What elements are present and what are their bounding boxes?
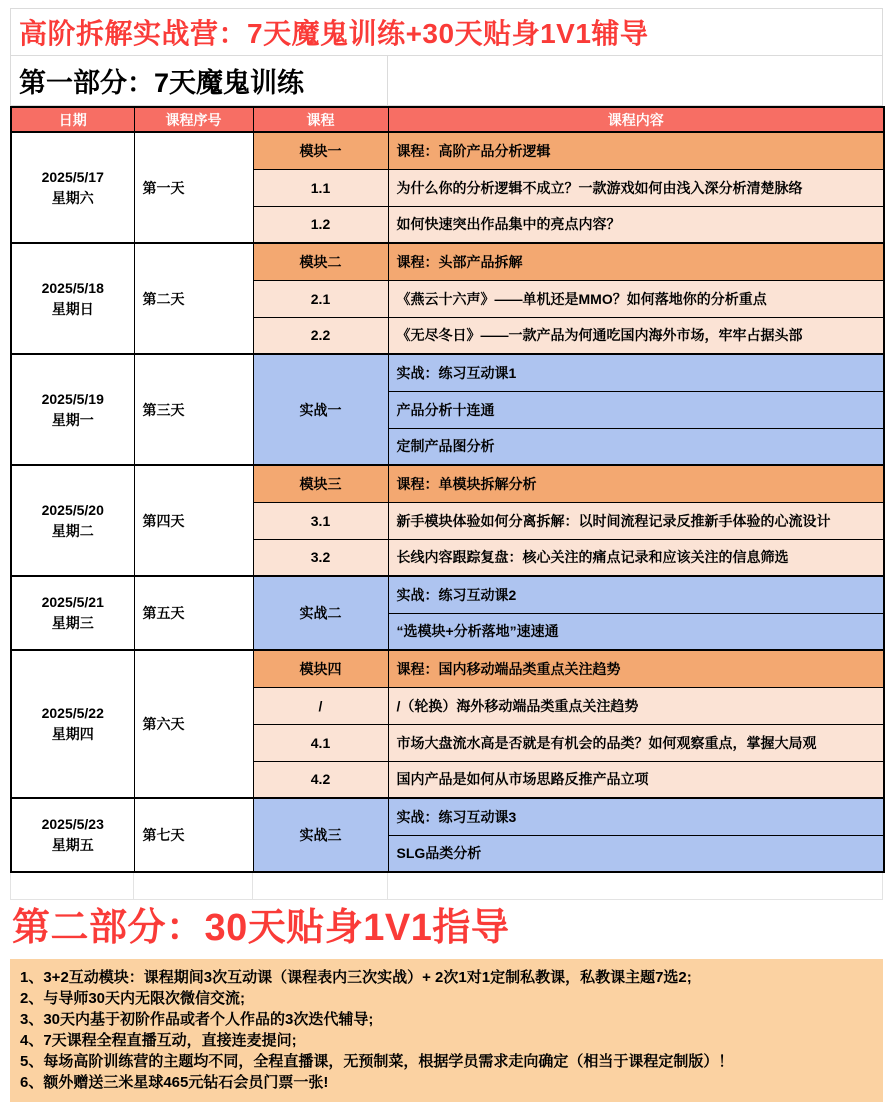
content-cell: 产品分析十连通 <box>388 391 884 428</box>
course-cell: 实战二 <box>253 576 388 650</box>
page-title: 高阶拆解实战营：7天魔鬼训练+30天贴身1V1辅导 <box>19 18 649 49</box>
note-line: 6、额外赠送三米星球465元钻石会员门票一张! <box>20 1073 329 1091</box>
column-header: 课程内容 <box>388 107 884 132</box>
empty-grid-cell <box>253 873 388 899</box>
day-label-cell: 第三天 <box>134 354 253 465</box>
column-header: 课程 <box>253 107 388 132</box>
course-cell: 4.1 <box>253 724 388 761</box>
table-row <box>11 354 884 391</box>
content-cell: 实战：练习互动课1 <box>388 354 884 391</box>
table-row <box>11 798 884 835</box>
course-cell: 1.1 <box>253 169 388 206</box>
content-cell: 定制产品图分析 <box>388 428 884 465</box>
content-cell: 《燕云十六声》——单机还是MMO？如何落地你的分析重点 <box>388 280 884 317</box>
table-row <box>11 465 884 502</box>
course-cell: 模块二 <box>253 243 388 280</box>
content-cell: 课程：单模块拆解分析 <box>388 465 884 502</box>
table-header <box>11 107 884 132</box>
day-label-cell: 第六天 <box>134 650 253 798</box>
content-cell: 《无尽冬日》——一款产品为何通吃国内海外市场，牢牢占据头部 <box>388 317 884 354</box>
course-cell: 2.2 <box>253 317 388 354</box>
course-cell: 模块一 <box>253 132 388 169</box>
table-row <box>11 576 884 613</box>
day-label-cell: 第五天 <box>134 576 253 650</box>
date-cell: 2025/5/23 星期五 <box>11 798 134 872</box>
note-line: 1、3+2互动模块：课程期间3次互动课（课程表内三次实战）+ 2次1对1定制私教课，私教课主题7选2; <box>20 968 692 986</box>
sheet <box>10 8 883 1102</box>
content-cell: 课程：国内移动端品类重点关注趋势 <box>388 650 884 687</box>
content-cell: 为什么你的分析逻辑不成立？一款游戏如何由浅入深分析清楚脉络 <box>388 169 884 206</box>
table-row <box>11 650 884 687</box>
empty-grid-cell <box>134 873 253 899</box>
date-cell: 2025/5/21 星期三 <box>11 576 134 650</box>
table-row <box>11 243 884 280</box>
content-cell: “选模块+分析落地”速速通 <box>388 613 884 650</box>
content-cell: 市场大盘流水高是否就是有机会的品类？如何观察重点，掌握大局观 <box>388 724 884 761</box>
day-label-cell: 第四天 <box>134 465 253 576</box>
date-cell: 2025/5/20 星期二 <box>11 465 134 576</box>
content-cell: 实战：练习互动课3 <box>388 798 884 835</box>
course-cell: / <box>253 687 388 724</box>
page-title-box <box>10 8 883 56</box>
table-header-row <box>11 107 884 132</box>
date-cell: 2025/5/19 星期一 <box>11 354 134 465</box>
content-cell: SLG品类分析 <box>388 835 884 872</box>
content-cell: /（轮换）海外移动端品类重点关注趋势 <box>388 687 884 724</box>
day-label-cell: 第一天 <box>134 132 253 243</box>
content-cell: 课程：高阶产品分析逻辑 <box>388 132 884 169</box>
course-cell: 3.1 <box>253 502 388 539</box>
date-cell: 2025/5/22 星期四 <box>11 650 134 798</box>
empty-grid-cell <box>388 873 883 899</box>
note-line: 5、每场高阶训练营的主题均不同，全程直播课，无预制菜，根据学员需求走向确定（相当于课程定制版）！ <box>20 1052 734 1070</box>
course-schedule-table <box>10 106 885 873</box>
course-cell: 实战一 <box>253 354 388 465</box>
course-cell: 模块三 <box>253 465 388 502</box>
section1-row <box>10 56 883 106</box>
course-cell: 实战三 <box>253 798 388 872</box>
course-cell: 4.2 <box>253 761 388 798</box>
column-header: 日期 <box>11 107 134 132</box>
section1-title: 第一部分：7天魔鬼训练 <box>11 56 388 105</box>
note-line: 3、30天内基于初阶作品或者个人作品的3次迭代辅导; <box>20 1010 374 1028</box>
content-cell: 课程：头部产品拆解 <box>388 243 884 280</box>
section2-title: 第二部分：30天贴身1V1指导 <box>12 907 510 949</box>
course-cell: 3.2 <box>253 539 388 576</box>
content-cell: 实战：练习互动课2 <box>388 576 884 613</box>
date-cell: 2025/5/18 星期日 <box>11 243 134 354</box>
course-cell: 1.2 <box>253 206 388 243</box>
column-header: 课程序号 <box>134 107 253 132</box>
section1-empty-cell <box>388 56 882 105</box>
day-label-cell: 第七天 <box>134 798 253 872</box>
course-cell: 模块四 <box>253 650 388 687</box>
content-cell: 新手模块体验如何分离拆解：以时间流程记录反推新手体验的心流设计 <box>388 502 884 539</box>
date-cell: 2025/5/17 星期六 <box>11 132 134 243</box>
course-cell: 2.1 <box>253 280 388 317</box>
notes-box <box>10 959 883 1102</box>
table-row <box>11 132 884 169</box>
table-body <box>11 132 884 872</box>
note-line: 4、7天课程全程直播互动，直接连麦提问; <box>20 1031 297 1049</box>
note-line: 2、与导师30天内无限次微信交流; <box>20 989 246 1007</box>
content-cell: 国内产品是如何从市场思路反推产品立项 <box>388 761 884 798</box>
content-cell: 长线内容跟踪复盘：核心关注的痛点记录和应该关注的信息筛选 <box>388 539 884 576</box>
content-cell: 如何快速突出作品集中的亮点内容？ <box>388 206 884 243</box>
empty-grid-cell <box>11 873 134 899</box>
empty-grid-row <box>10 873 883 900</box>
day-label-cell: 第二天 <box>134 243 253 354</box>
